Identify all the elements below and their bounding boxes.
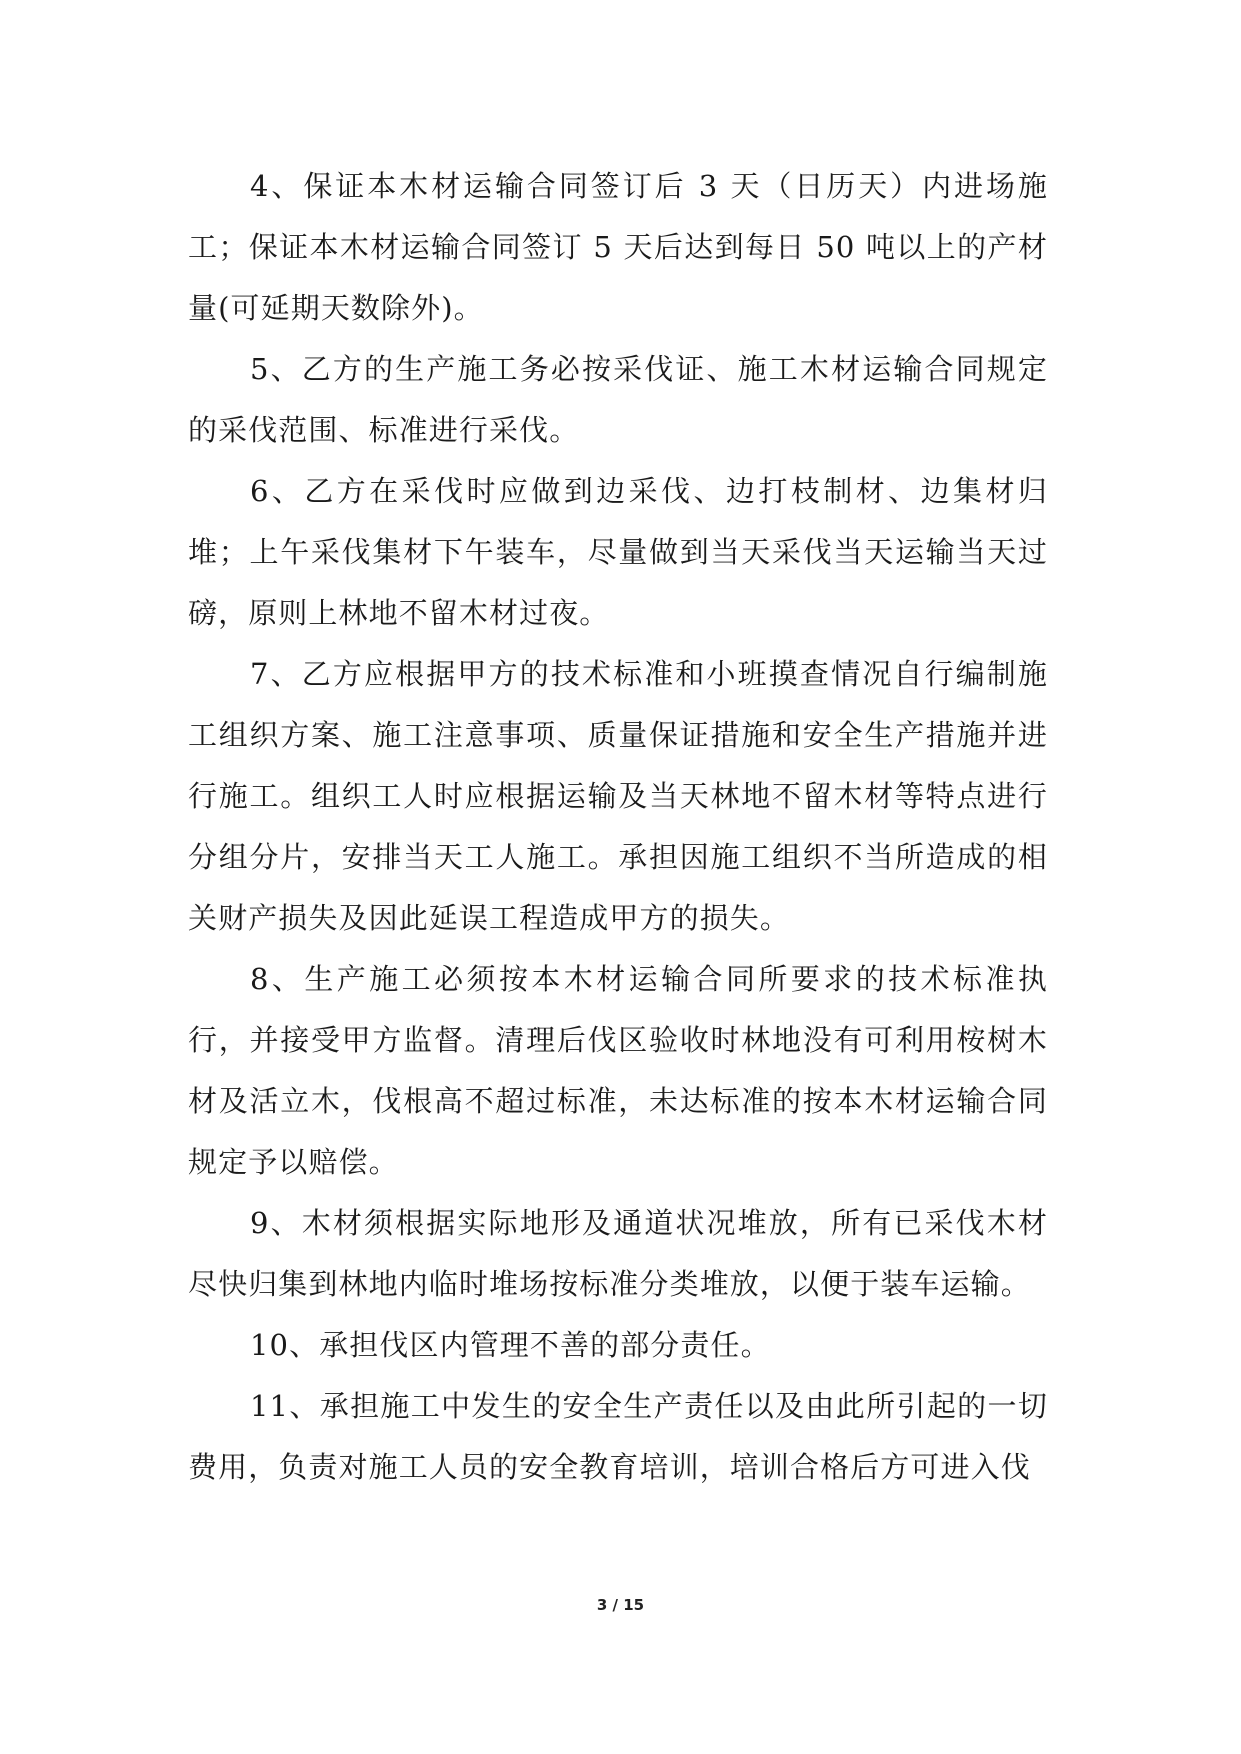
paragraph-item-6: 6、乙方在采伐时应做到边采伐、边打枝制材、边集材归堆；上午采伐集材下午装车，尽量做到当天采伐当天运输当天过磅，原则上林地不留木材过夜。 — [188, 474, 1048, 630]
paragraph-item-5: 5、乙方的生产施工务必按采伐证、施工木材运输合同规定的采伐范围、标准进行采伐。 — [188, 352, 1048, 447]
paragraph-item-4: 4、保证本木材运输合同签订后 3 天（日历天）内进场施工；保证本木材运输合同签订 5 天后达到每日 50 吨以上的产材量(可延期天数除外)。 — [188, 169, 1048, 325]
page-number: 3 / 15 — [596, 1596, 645, 1614]
paragraph-item-10: 10、承担伐区内管理不善的部分责任。 — [250, 1328, 771, 1362]
paragraph-item-9: 9、木材须根据实际地形及通道状况堆放，所有已采伐木材尽快归集到林地内临时堆场按标准分类堆放，以便于装车运输。 — [188, 1206, 1048, 1301]
paragraph-item-8: 8、生产施工必须按本木材运输合同所要求的技术标准执行，并接受甲方监督。清理后伐区验收时林地没有可利用桉树木材及活立木，伐根高不超过标准，未达标准的按本木材运输合同规定予以赔偿。 — [188, 962, 1048, 1179]
document-body — [188, 156, 1048, 1498]
paragraph-item-11: 11、承担施工中发生的安全生产责任以及由此所引起的一切费用，负责对施工人员的安全教育培训，培训合格后方可进入伐 — [188, 1389, 1048, 1484]
paragraph-item-7: 7、乙方应根据甲方的技术标准和小班摸查情况自行编制施工组织方案、施工注意事项、质量保证措施和安全生产措施并进行施工。组织工人时应根据运输及当天林地不留木材等特点进行分组分片，安排当天工人施工。承担因施工组织不当所造成的相关财产损失及因此延误工程造成甲方的损失。 — [188, 657, 1048, 935]
